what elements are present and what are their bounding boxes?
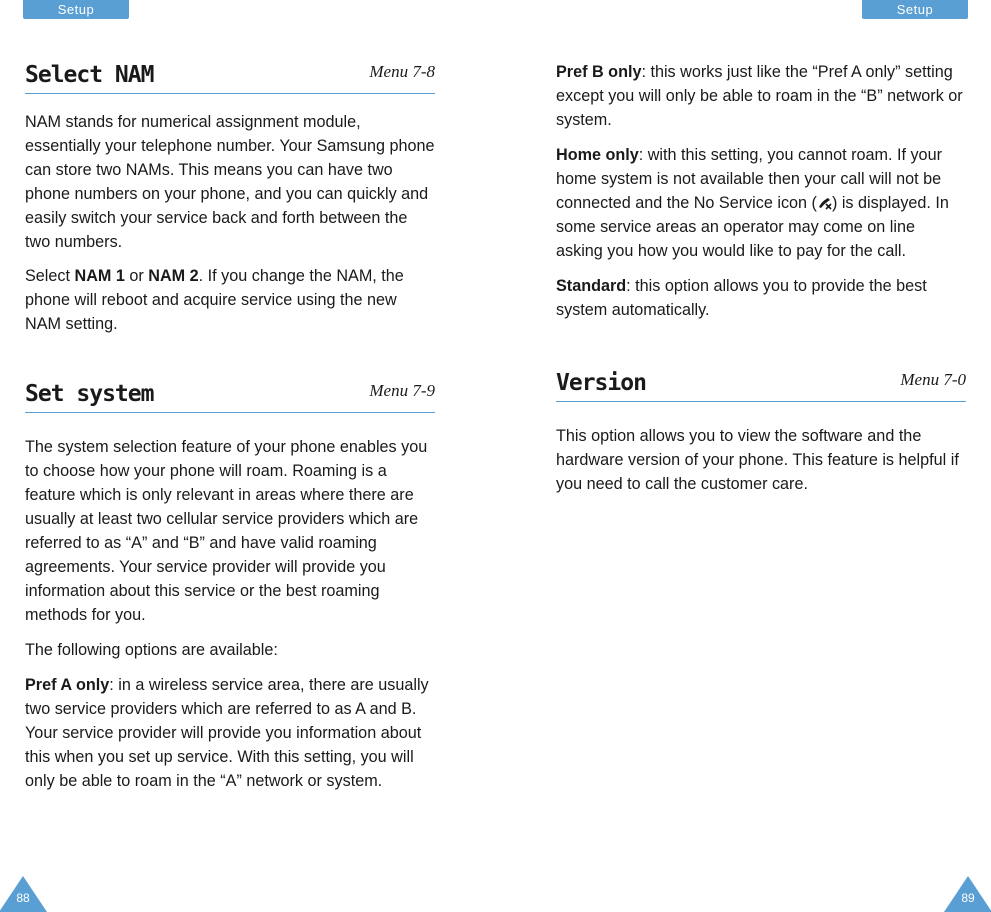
home-only-option: Home only: with this setting, you cannot roam. If your home system is not available then your call will not be connected and the No Service icon ( ) is displayed. In some service areas an operator may come on line asking you how you would like to pay for the call. <box>556 146 949 260</box>
options-intro: The following options are available: <box>25 641 278 659</box>
select-nam-heading <box>25 60 435 94</box>
set-system-description: The system selection feature of your phone enables you to choose how your phone will roam. Roaming is a feature which is only relevant in areas where there are usually at least two cellular service providers which are referred to as “A” and “B” and have valid roaming agreements. Your service provider will provide you information about this service or the best roaming methods for you. <box>25 438 428 624</box>
nam1-label: NAM 1 <box>74 267 125 285</box>
standard-label: Standard <box>556 277 627 295</box>
standard-option: Standard: this option allows you to provide the best system automatically. <box>556 277 927 319</box>
section-tab-right: Setup <box>862 0 968 19</box>
select-nam-title: Select NAM <box>25 62 154 88</box>
select-nam-description: NAM stands for numerical assignment module, essentially your telephone number. Your Samsung phone can store two NAMs. This means you can have two phone numbers on your phone, and you can quickly and easily switch your service back and forth between the two numbers. <box>25 113 435 251</box>
page-number-left-text: 88 <box>16 891 30 905</box>
left-column <box>25 60 435 793</box>
pref-a-option: Pref A only: in a wireless service area, there are usually two service providers which are referred to as A and B. Your service provider will provide you information about this when you set up service. With this setting, you will only be able to roam in the “A” network or system. <box>25 676 429 790</box>
page-number-left <box>0 876 47 912</box>
set-system-menu-ref: Menu 7-9 <box>369 381 435 400</box>
page-number-right-text: 89 <box>961 891 975 905</box>
right-column <box>556 60 966 496</box>
home-only-label: Home only <box>556 146 639 164</box>
set-system-title: Set system <box>25 381 154 407</box>
version-description: This option allows you to view the software and the hardware version of your phone. This feature is helpful if you need to call the customer care. <box>556 427 959 493</box>
pref-b-option: Pref B only: this works just like the “Pref A only” setting except you will only be able to roam in the “B” network or system. <box>556 63 963 129</box>
section-tab-left: Setup <box>23 0 129 19</box>
select-nam-instruction: Select NAM 1 or NAM 2. If you change the NAM, the phone will reboot and acquire service using the new NAM setting. <box>25 267 404 333</box>
no-service-icon <box>817 193 832 208</box>
pref-a-label: Pref A only <box>25 676 110 694</box>
version-title: Version <box>556 370 646 396</box>
set-system-heading <box>25 379 435 413</box>
version-menu-ref: Menu 7-0 <box>900 370 966 389</box>
page-number-right <box>944 876 991 912</box>
version-heading <box>556 368 966 402</box>
pref-b-label: Pref B only <box>556 63 642 81</box>
nam2-label: NAM 2 <box>148 267 199 285</box>
select-nam-menu-ref: Menu 7-8 <box>369 62 435 81</box>
